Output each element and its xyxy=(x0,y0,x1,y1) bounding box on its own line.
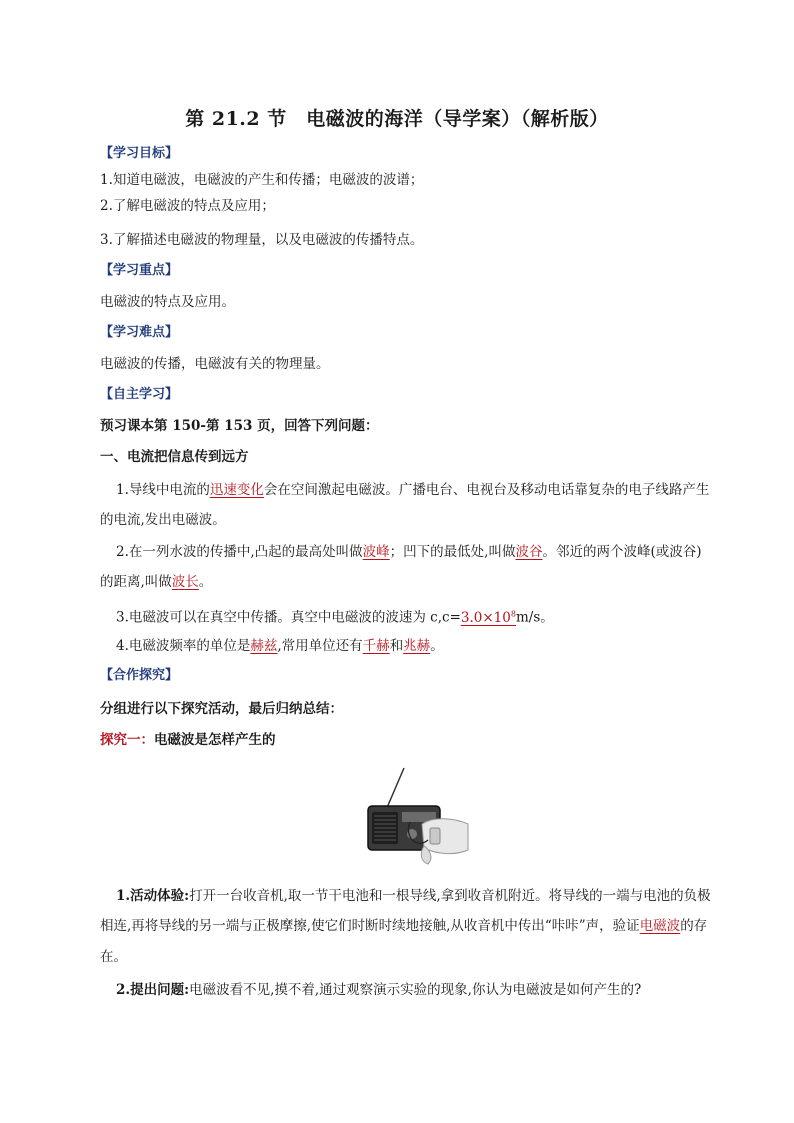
q2-text: 2.在一列水波的传播中,凸起的最高处叫做 xyxy=(116,544,363,560)
q3-text-post: m/s。 xyxy=(515,609,554,626)
section-title: 一、电流把信息传到远方 xyxy=(100,449,249,465)
difficulties-heading: 【学习难点】 xyxy=(100,325,179,340)
objective-item-3: 3.了解描述电磁波的物理量，以及电磁波的传播特点。 xyxy=(100,232,424,248)
q2-text-mid: ；凹下的最低处,叫做 xyxy=(389,544,516,560)
question-3 xyxy=(116,604,554,628)
q4-text: 4.电磁波频率的单位是 xyxy=(116,638,251,654)
activity-text-1: 打开一台收音机,取一节干电池和一根导线,拿到收音机附近。将导线的一端与电池的负极 xyxy=(189,888,711,904)
q2-line2-post: 。 xyxy=(198,574,213,590)
key-points-text: 电磁波的特点及应用。 xyxy=(100,294,235,310)
question-2 xyxy=(116,542,702,562)
activity-text-2-post: 的存 xyxy=(680,918,708,934)
q3-answer-base: 3.0×10 xyxy=(460,609,511,626)
question-text: 电磁波看不见,摸不着,通过观察演示实验的现象,你认为电磁波是如何产生的? xyxy=(189,982,642,998)
activity-line2 xyxy=(100,916,707,936)
page-title: 第 21.2 节 电磁波的海洋（导学案）（解析版） xyxy=(185,108,609,130)
explore-one-title xyxy=(100,730,276,750)
q3-answer-exponent: 8 xyxy=(510,609,516,618)
explore-title: 电磁波是怎样产生的 xyxy=(154,732,276,748)
q3-answer xyxy=(461,610,516,626)
q4-answer-mhz: 兆赫 xyxy=(403,638,431,654)
key-points-heading: 【学习重点】 xyxy=(100,263,179,278)
self-study-heading: 【自主学习】 xyxy=(100,387,179,402)
activity-line3: 在。 xyxy=(100,949,127,965)
cooperation-heading: 【合作探究】 xyxy=(100,668,179,683)
q2-answer-trough: 波谷 xyxy=(515,544,543,560)
q4-answer-hertz: 赫兹 xyxy=(250,638,278,654)
question-2-line2 xyxy=(100,572,212,592)
q1-text-post: 会在空间激起电磁波。广播电台、电视台及移动电话靠复杂的电子线路产生 xyxy=(263,482,710,498)
q4-text-mid: ,常用单位还有 xyxy=(277,638,363,654)
q2-answer-wavelength: 波长 xyxy=(171,574,199,590)
activity-answer: 电磁波 xyxy=(639,918,681,934)
question-paragraph xyxy=(116,980,641,1000)
difficulties-text: 电磁波的传播，电磁波有关的物理量。 xyxy=(100,356,330,372)
q1-text: 1.导线中电流的 xyxy=(116,482,210,498)
q3-text: 3.电磁波可以在真空中传播。真空中电磁波的波速为 c,c= xyxy=(116,609,461,626)
radio-illustration xyxy=(364,766,472,868)
question-1 xyxy=(116,480,709,500)
explore-label: 探究一： xyxy=(100,732,154,748)
cooperation-instruction: 分组进行以下探究活动，最后归纳总结： xyxy=(100,701,343,717)
q2-answer-crest: 波峰 xyxy=(362,544,390,560)
activity-paragraph xyxy=(116,886,711,906)
activity-text-2: 相连,再将导线的另一端与正极摩擦,使它们时断时续地接触,从收音机中传出“咔咔”声，验证 xyxy=(100,918,640,934)
question-4 xyxy=(116,636,444,656)
q2-line2-text: 的距离,叫做 xyxy=(100,574,172,590)
question-label: 2.提出问题: xyxy=(116,982,190,998)
q4-answer-khz: 千赫 xyxy=(362,638,390,654)
objective-item-2: 2.了解电磁波的特点及应用； xyxy=(100,198,275,214)
q4-text-and: 和 xyxy=(389,638,404,654)
objectives-heading: 【学习目标】 xyxy=(100,146,179,161)
objective-item-1: 1.知道电磁波，电磁波的产生和传播；电磁波的波谱； xyxy=(100,172,424,188)
q1-answer: 迅速变化 xyxy=(209,482,264,498)
q4-text-post: 。 xyxy=(430,638,444,654)
activity-label: 1.活动体验: xyxy=(116,888,190,904)
question-1-line2: 的电流,发出电磁波。 xyxy=(100,512,226,528)
q2-text-post: 。邻近的两个波峰(或波谷) xyxy=(542,544,702,560)
self-study-instruction: 预习课本第 150-第 153 页，回答下列问题： xyxy=(100,418,379,434)
